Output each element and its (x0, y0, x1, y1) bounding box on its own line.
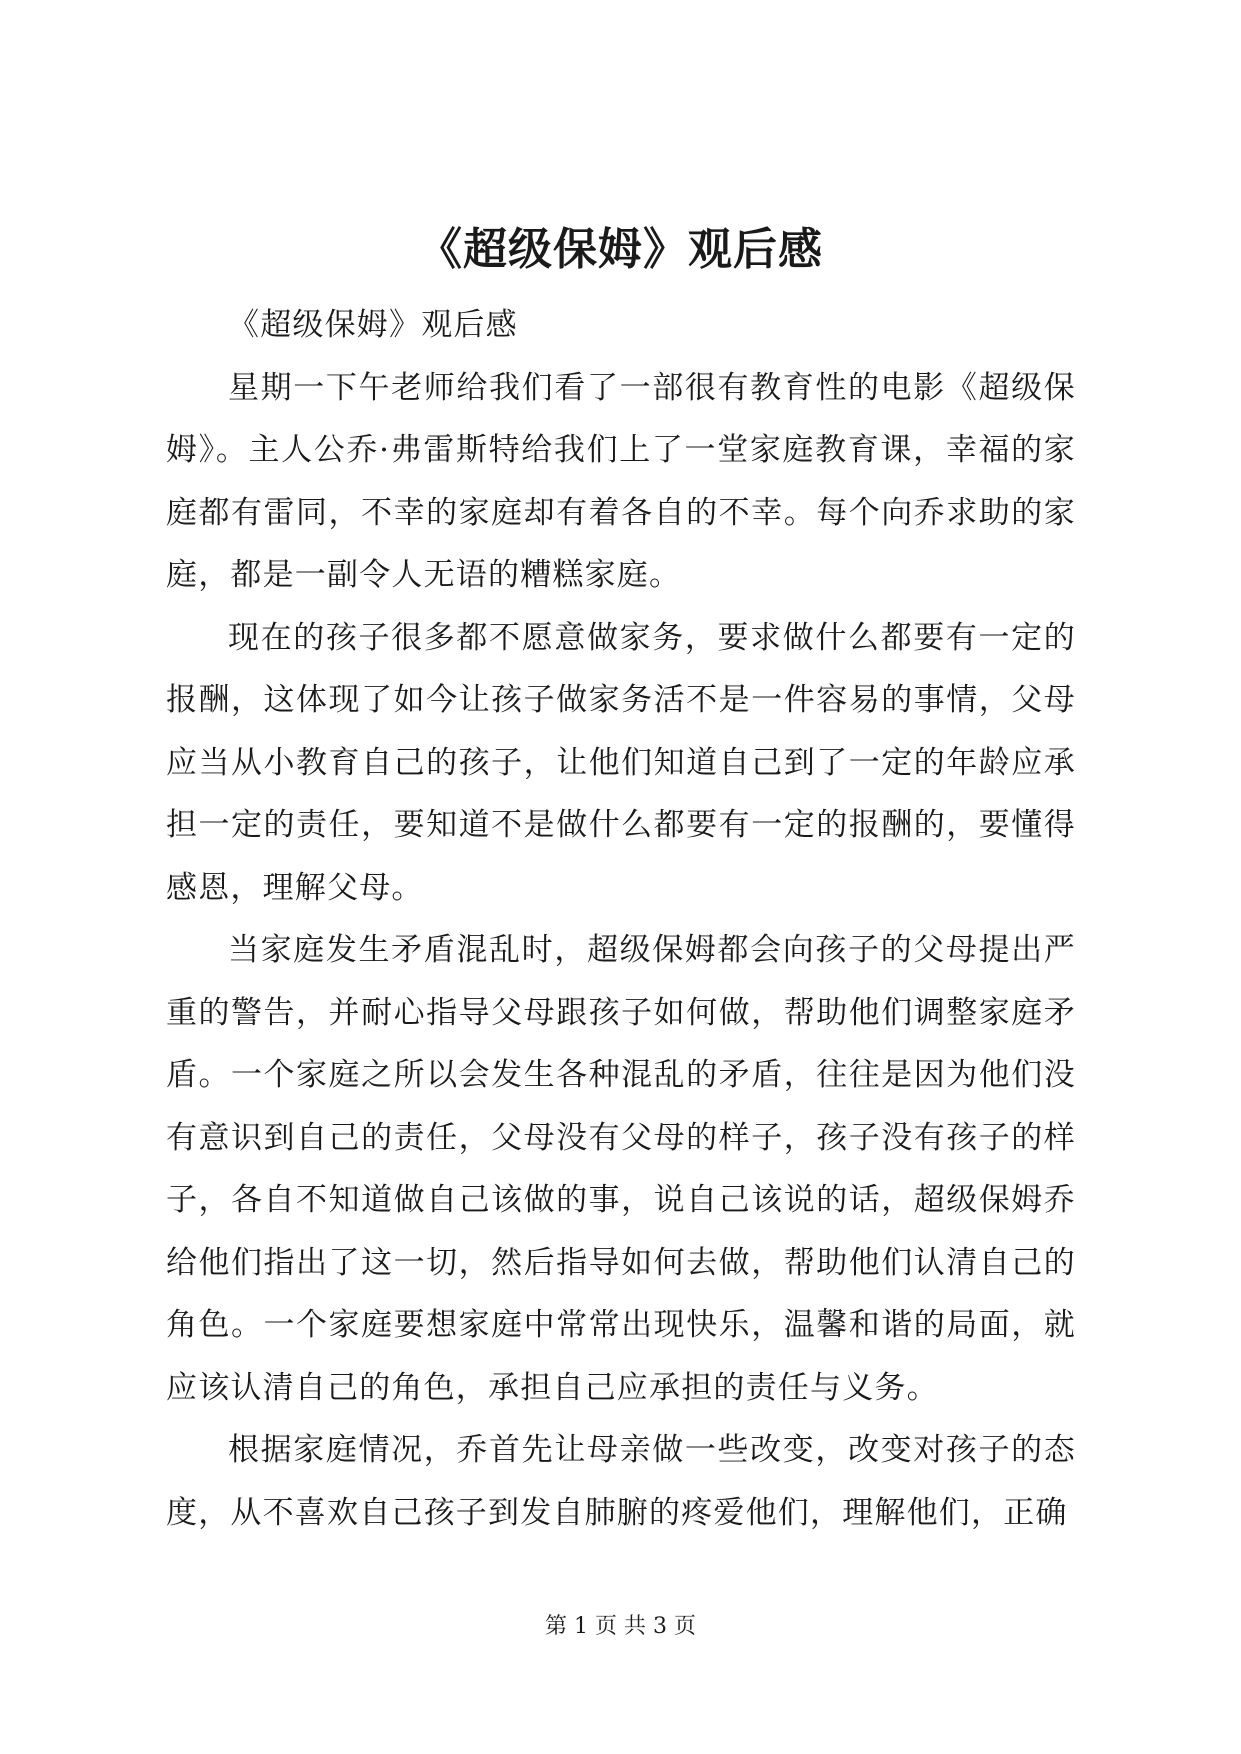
document-title: 《超级保姆》观后感 (418, 224, 823, 275)
body-paragraph-3: 当家庭发生矛盾混乱时，超级保姆都会向孩子的父母提出严重的警告，并耐心指导父母跟孩子如何做，帮助他们调整家庭矛盾。一个家庭之所以会发生各种混乱的矛盾，往往是因为他们没有意识到自己的责任，父母没有父母的样子，孩子没有孩子的样子，各自不知道做自己该做的事，说自己该说的话，超级保姆乔给他们指出了这一切，然后指导如何去做，帮助他们认清自己的角色。一个家庭要想家庭中常常出现快乐，温馨和谐的局面，就应该认清自己的角色，承担自己应承担的责任与义务。 (166, 932, 1076, 1406)
body-paragraph-2: 现在的孩子很多都不愿意做家务，要求做什么都要有一定的报酬，这体现了如今让孩子做家务活不是一件容易的事情，父母应当从小教育自己的孩子，让他们知道自己到了一定的年龄应承担一定的责任，要知道不是做什么都要有一定的报酬的，要懂得感恩，理解父母。 (166, 619, 1076, 906)
page-footer: 第 1 页 共 3 页 (545, 1614, 696, 1639)
document-body (166, 294, 1076, 1544)
subtitle-paragraph: 《超级保姆》观后感 (228, 307, 518, 343)
body-paragraph-4: 根据家庭情况，乔首先让母亲做一些改变，改变对孩子的态度，从不喜欢自己孩子到发自肺腑的疼爱他们，理解他们，正确 (166, 1432, 1076, 1531)
body-paragraph-1: 星期一下午老师给我们看了一部很有教育性的电影《超级保姆》。主人公乔·弗雷斯特给我们上了一堂家庭教育课，幸福的家庭都有雷同，不幸的家庭却有着各自的不幸。每个向乔求助的家庭，都是一副令人无语的糟糕家庭。 (166, 369, 1076, 593)
